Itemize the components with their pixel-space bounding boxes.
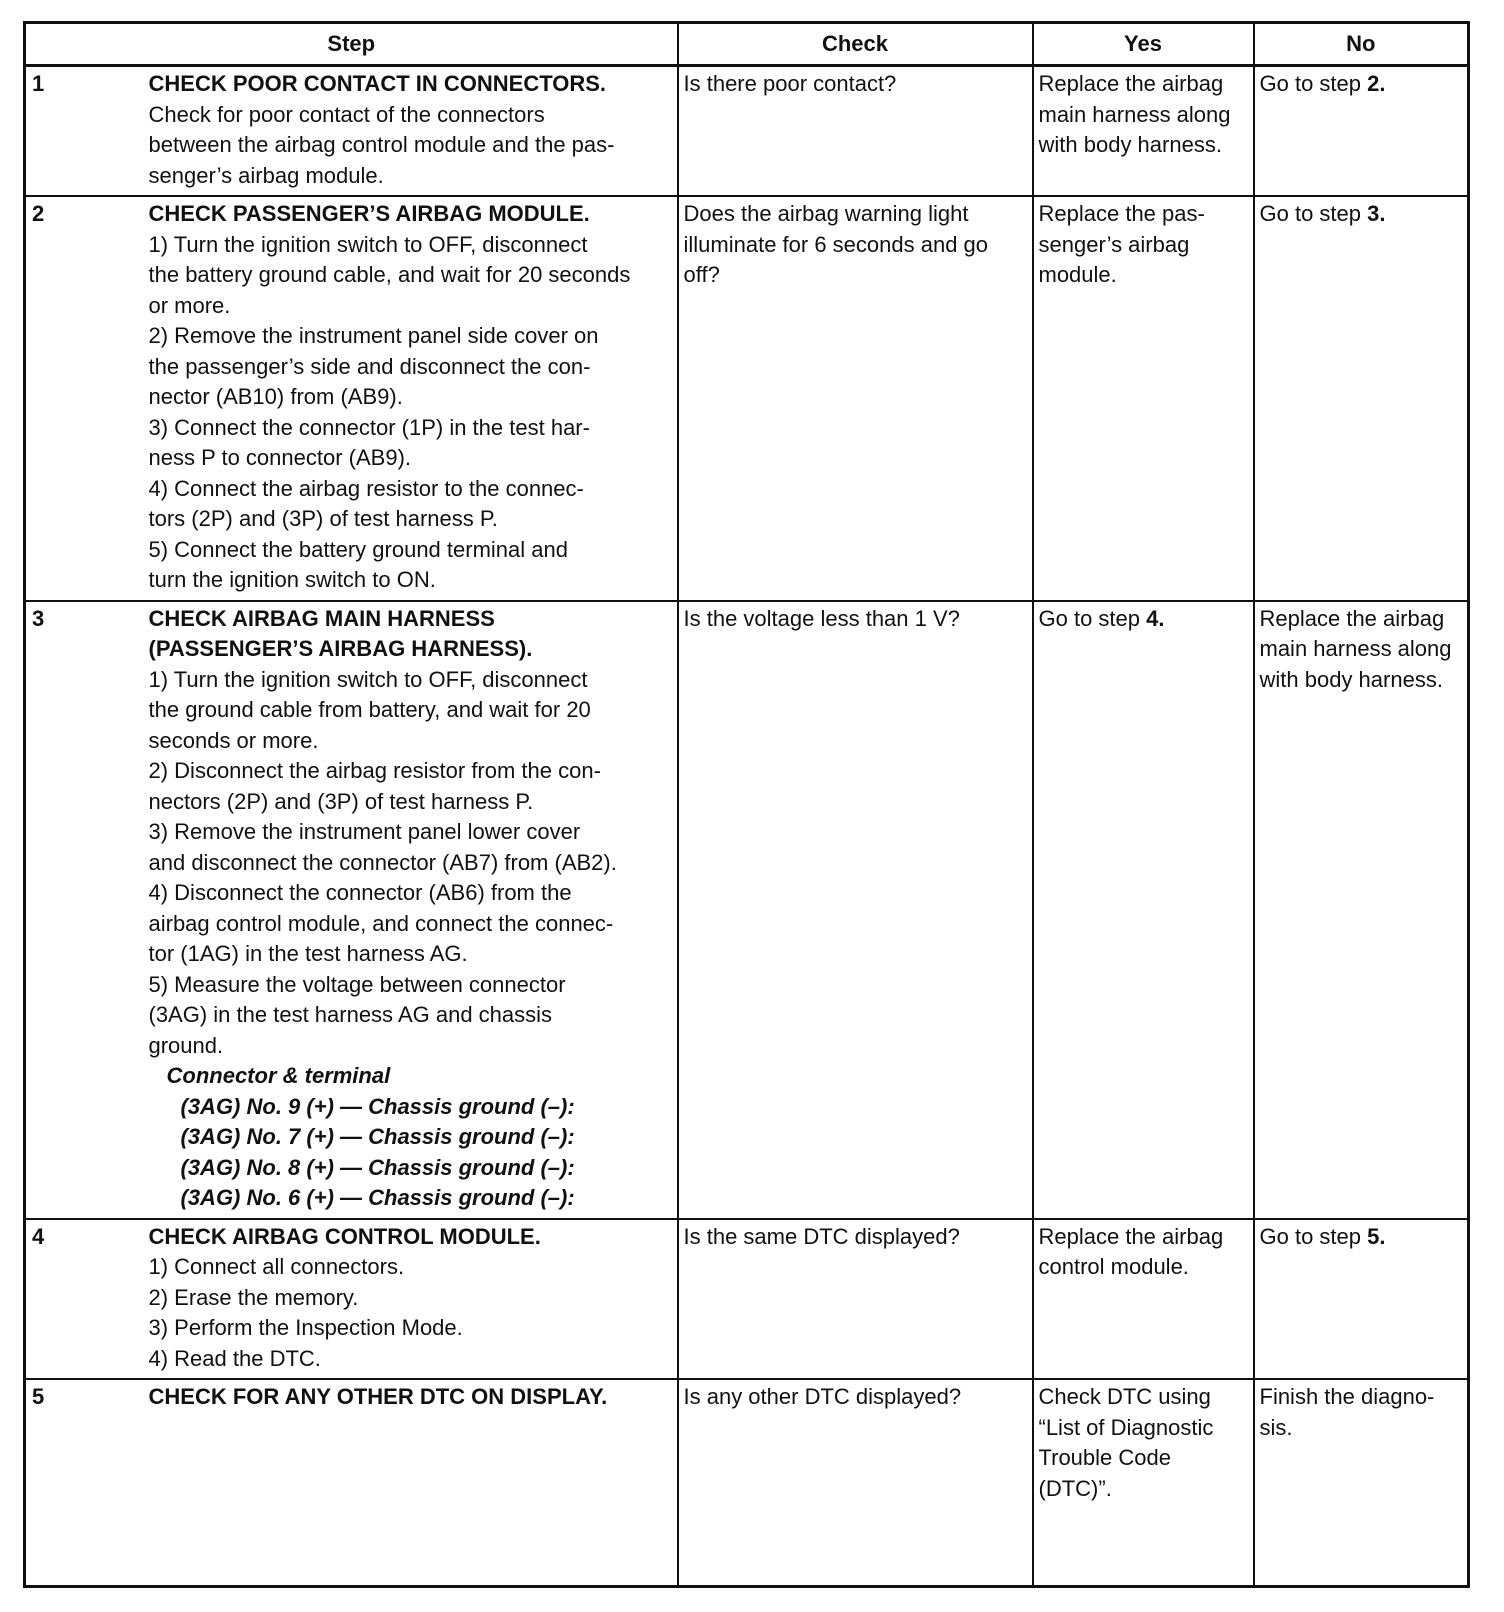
step-cell bbox=[149, 66, 678, 197]
step-line: 3) Perform the Inspection Mode. bbox=[148, 1315, 463, 1340]
step-line: 4) Disconnect the connector (AB6) from the bbox=[148, 880, 572, 905]
yes-cell: Replace the airbag main harness along with body harness. bbox=[1033, 66, 1254, 197]
step-title: CHECK FOR ANY OTHER DTC ON DISPLAY. bbox=[148, 1384, 608, 1409]
check-cell: Is the voltage less than 1 V? bbox=[678, 601, 1033, 1219]
step-number: 2 bbox=[25, 196, 149, 601]
yes-cell: Check DTC using “List of Diagnostic Trouble Code (DTC)”. bbox=[1033, 1379, 1254, 1587]
step-line: 5) Measure the voltage between connector bbox=[148, 971, 566, 997]
step-line: ness P to connector (AB9). bbox=[148, 445, 412, 470]
table-row bbox=[25, 66, 1469, 197]
no-cell: Finish the diagno-sis. bbox=[1254, 1379, 1469, 1587]
yes-cell: Replace the pas-senger’s airbag module. bbox=[1033, 196, 1254, 601]
goto-text: Go to step bbox=[1259, 71, 1368, 96]
check-cell: Is any other DTC displayed? bbox=[678, 1379, 1033, 1587]
diagnostic-table bbox=[23, 21, 1470, 1588]
step-number: 1 bbox=[25, 66, 149, 197]
step-number: 5 bbox=[25, 1379, 149, 1587]
no-cell bbox=[1254, 1219, 1469, 1380]
step-line: senger’s airbag module. bbox=[148, 162, 384, 188]
no-cell bbox=[1254, 66, 1469, 197]
step-title: CHECK AIRBAG MAIN HARNESS bbox=[148, 605, 495, 631]
step-line: the battery ground cable, and wait for 20 seconds bbox=[148, 262, 631, 287]
step-cell bbox=[149, 1379, 678, 1587]
yes-cell bbox=[1033, 601, 1254, 1219]
step-line: 1) Turn the ignition switch to OFF, disconnect bbox=[148, 231, 588, 257]
step-line: 2) Erase the memory. bbox=[148, 1284, 359, 1310]
no-cell bbox=[1254, 196, 1469, 601]
step-cell bbox=[149, 1219, 678, 1380]
step-title: CHECK AIRBAG CONTROL MODULE. bbox=[148, 1223, 541, 1249]
step-line: or more. bbox=[148, 292, 231, 318]
header-no: No bbox=[1254, 23, 1469, 66]
step-line: the ground cable from battery, and wait for 20 bbox=[148, 697, 591, 722]
step-line: nectors (2P) and (3P) of test harness P. bbox=[148, 788, 534, 814]
connector-terminal-item: (3AG) No. 7 (+) — Chassis ground (–): bbox=[180, 1124, 575, 1149]
connector-terminal-item: (3AG) No. 9 (+) — Chassis ground (–): bbox=[180, 1093, 575, 1119]
header-step: Step bbox=[25, 23, 678, 66]
goto-period: . bbox=[1379, 71, 1386, 96]
step-line: 3) Connect the connector (1P) in the test har- bbox=[148, 414, 590, 440]
step-line: turn the ignition switch to ON. bbox=[148, 567, 436, 592]
step-line: 3) Remove the instrument panel lower cover bbox=[148, 819, 581, 844]
step-line: 4) Connect the airbag resistor to the connec- bbox=[148, 475, 584, 501]
goto-text: Go to step bbox=[1259, 201, 1368, 226]
goto-period: . bbox=[1158, 605, 1165, 631]
step-line: 2) Disconnect the airbag resistor from the con- bbox=[148, 758, 601, 783]
no-cell: Replace the airbag main harness along with body harness. bbox=[1254, 601, 1469, 1219]
goto-step-number: 5 bbox=[1367, 1223, 1380, 1249]
step-line: Check for poor contact of the connectors bbox=[148, 101, 545, 127]
connector-terminal-item: (3AG) No. 8 (+) — Chassis ground (–): bbox=[180, 1154, 575, 1180]
header-check: Check bbox=[678, 23, 1033, 66]
step-line: 4) Read the DTC. bbox=[148, 1345, 321, 1371]
table-row bbox=[25, 1219, 1469, 1380]
step-line: nector (AB10) from (AB9). bbox=[148, 384, 403, 409]
goto-period: . bbox=[1379, 201, 1386, 226]
step-line: between the airbag control module and the pas- bbox=[148, 132, 615, 157]
step-cell bbox=[149, 601, 678, 1219]
goto-text: Go to step bbox=[1259, 1223, 1368, 1249]
step-line: ground. bbox=[148, 1032, 224, 1058]
header-row bbox=[25, 23, 1469, 66]
connector-terminal-heading: Connector & terminal bbox=[166, 1063, 391, 1088]
step-line: 1) Turn the ignition switch to OFF, disconnect bbox=[148, 666, 588, 692]
table-row bbox=[25, 601, 1469, 1219]
check-cell: Is there poor contact? bbox=[678, 66, 1033, 197]
yes-cell: Replace the airbag control module. bbox=[1033, 1219, 1254, 1380]
goto-text: Go to step bbox=[1038, 605, 1147, 631]
step-number: 3 bbox=[25, 601, 149, 1219]
check-cell: Does the airbag warning light illuminate for 6 seconds and go off? bbox=[678, 196, 1033, 601]
step-title: CHECK PASSENGER’S AIRBAG MODULE. bbox=[148, 201, 590, 226]
step-line: airbag control module, and connect the connec- bbox=[148, 910, 614, 936]
goto-step-number: 3 bbox=[1367, 201, 1380, 226]
step-line: and disconnect the connector (AB7) from (AB2). bbox=[148, 849, 617, 875]
goto-period: . bbox=[1379, 1223, 1386, 1249]
step-cell bbox=[149, 196, 678, 601]
step-line: (3AG) in the test harness AG and chassis bbox=[148, 1002, 553, 1027]
goto-step-number: 4 bbox=[1146, 605, 1159, 631]
step-line: the passenger’s side and disconnect the con- bbox=[148, 353, 591, 379]
step-line: tor (1AG) in the test harness AG. bbox=[148, 941, 468, 966]
step-line: 2) Remove the instrument panel side cover on bbox=[148, 323, 599, 348]
step-title: CHECK POOR CONTACT IN CONNECTORS. bbox=[148, 71, 607, 96]
connector-terminal-item: (3AG) No. 6 (+) — Chassis ground (–): bbox=[180, 1185, 575, 1210]
step-line: 1) Connect all connectors. bbox=[148, 1254, 405, 1279]
step-title: (PASSENGER’S AIRBAG HARNESS). bbox=[148, 636, 533, 661]
step-number: 4 bbox=[25, 1219, 149, 1380]
goto-step-number: 2 bbox=[1367, 71, 1380, 96]
check-cell: Is the same DTC displayed? bbox=[678, 1219, 1033, 1380]
step-line: tors (2P) and (3P) of test harness P. bbox=[148, 506, 498, 531]
header-yes: Yes bbox=[1033, 23, 1254, 66]
table-row bbox=[25, 1379, 1469, 1587]
step-line: seconds or more. bbox=[148, 727, 319, 753]
step-line: 5) Connect the battery ground terminal and bbox=[148, 536, 568, 562]
table-row bbox=[25, 196, 1469, 601]
